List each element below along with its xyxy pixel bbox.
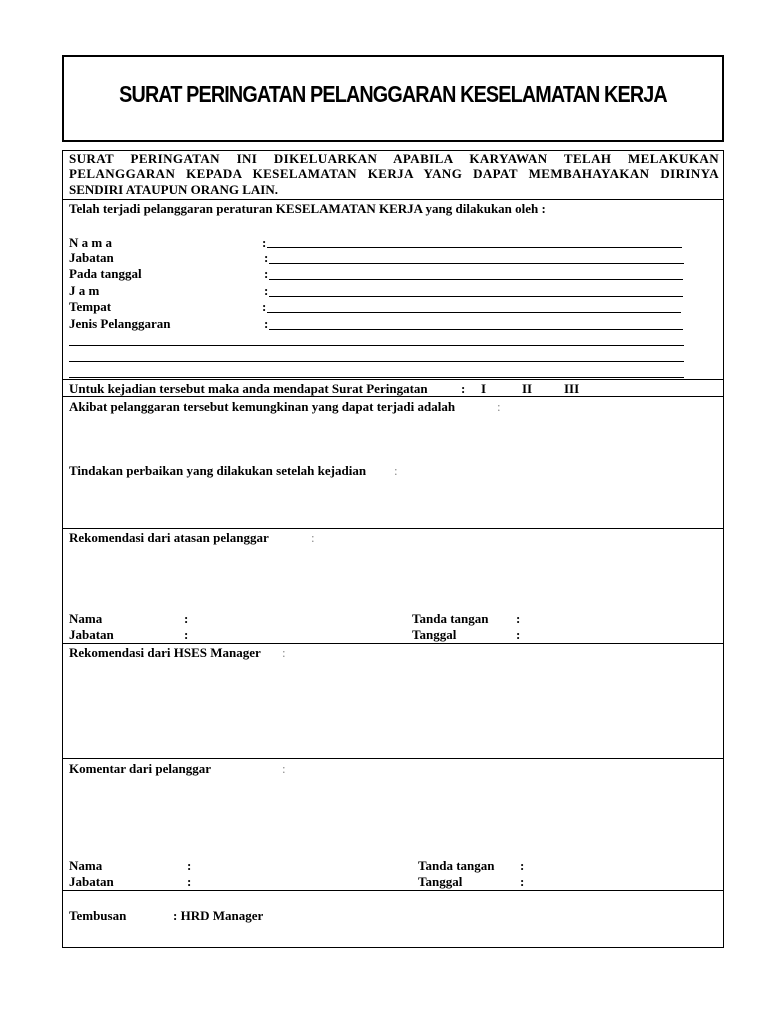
field-line-tanggal[interactable] [269,279,683,280]
extra-line-3[interactable] [69,377,684,378]
warning-level-1[interactable]: I [481,381,487,396]
divider [63,758,723,759]
field-colon: : [264,316,269,331]
cc-label: Tembusan [69,908,127,923]
sign-colon: : [184,627,189,642]
document-title: SURAT PERINGATAN PELANGGARAN KESELAMATAN KERJA [119,81,667,107]
sign-jabatan-label: Jabatan [69,874,114,889]
divider [63,199,723,200]
warning-level-2[interactable]: II [522,381,533,396]
extra-line-1[interactable] [69,345,684,346]
sign-colon: : [187,858,192,873]
comment-label: Komentar dari pelanggar [69,761,212,776]
field-colon: : [262,299,267,314]
intro-line-1: SURAT PERINGATAN INI DIKELUARKAN APABILA KARYAWAN TELAH MELAKUKAN [69,151,719,166]
consequence-colon: : [497,399,501,414]
sign-tanda-tangan-label: Tanda tangan [412,611,489,626]
intro-line-3: SENDIRI ATAUPUN ORANG LAIN. [69,182,278,197]
field-colon: : [264,283,269,298]
warning-line: Untuk kejadian tersebut maka anda mendapat Surat Peringatan [69,381,428,396]
divider [63,379,723,380]
divider [63,396,723,397]
cc-value: : HRD Manager [173,908,264,923]
field-line-jenis[interactable] [269,329,683,330]
hses-rec-colon: : [282,645,286,660]
corrective-label: Tindakan perbaikan yang dilakukan setelah kejadian [69,463,367,478]
extra-line-2[interactable] [69,361,684,362]
sign-colon: : [516,611,521,626]
sign-tanda-tangan-label: Tanda tangan [418,858,495,873]
form-table [62,150,724,948]
field-colon: : [262,235,267,250]
field-colon: : [264,266,269,281]
warning-colon: : [461,381,466,396]
sign-colon: : [520,874,525,889]
corrective-colon: : [394,463,398,478]
title-box [62,55,724,142]
divider [63,528,723,529]
sign-colon: : [187,874,192,889]
divider [63,643,723,644]
field-line-tempat[interactable] [267,312,681,313]
field-colon: : [264,250,269,265]
field-label-jam: J a m [69,283,100,298]
supervisor-rec-label: Rekomendasi dari atasan pelanggar [69,530,269,545]
sign-nama-label: Nama [69,611,103,626]
sign-nama-label: Nama [69,858,103,873]
field-line-nama[interactable] [267,247,682,248]
supervisor-rec-colon: : [311,530,315,545]
consequence-label: Akibat pelanggaran tersebut kemungkinan yang dapat terjadi adalah [69,399,456,414]
field-label-tanggal: Pada tanggal [69,266,142,281]
sign-tanggal-label: Tanggal [412,627,457,642]
sign-colon: : [516,627,521,642]
sign-colon: : [520,858,525,873]
warning-level-3[interactable]: III [564,381,580,396]
field-label-jenis-pelanggaran: Jenis Pelanggaran [69,316,171,331]
intro-line-2: PELANGGARAN KEPADA KESELAMATAN KERJA YANG DAPAT MEMBAHAYAKAN DIRINYA [69,166,719,181]
field-label-tempat: Tempat [69,299,112,314]
sign-jabatan-label: Jabatan [69,627,114,642]
field-line-jabatan[interactable] [269,263,684,264]
sign-colon: : [184,611,189,626]
divider [63,890,723,891]
field-label-nama: N a m a [69,235,112,250]
sign-tanggal-label: Tanggal [418,874,463,889]
comment-colon: : [282,761,286,776]
field-label-jabatan: Jabatan [69,250,114,265]
violation-intro: Telah terjadi pelanggaran peraturan KESELAMATAN KERJA yang dilakukan oleh : [69,201,546,216]
field-line-jam[interactable] [269,296,683,297]
hses-rec-label: Rekomendasi dari HSES Manager [69,645,261,660]
